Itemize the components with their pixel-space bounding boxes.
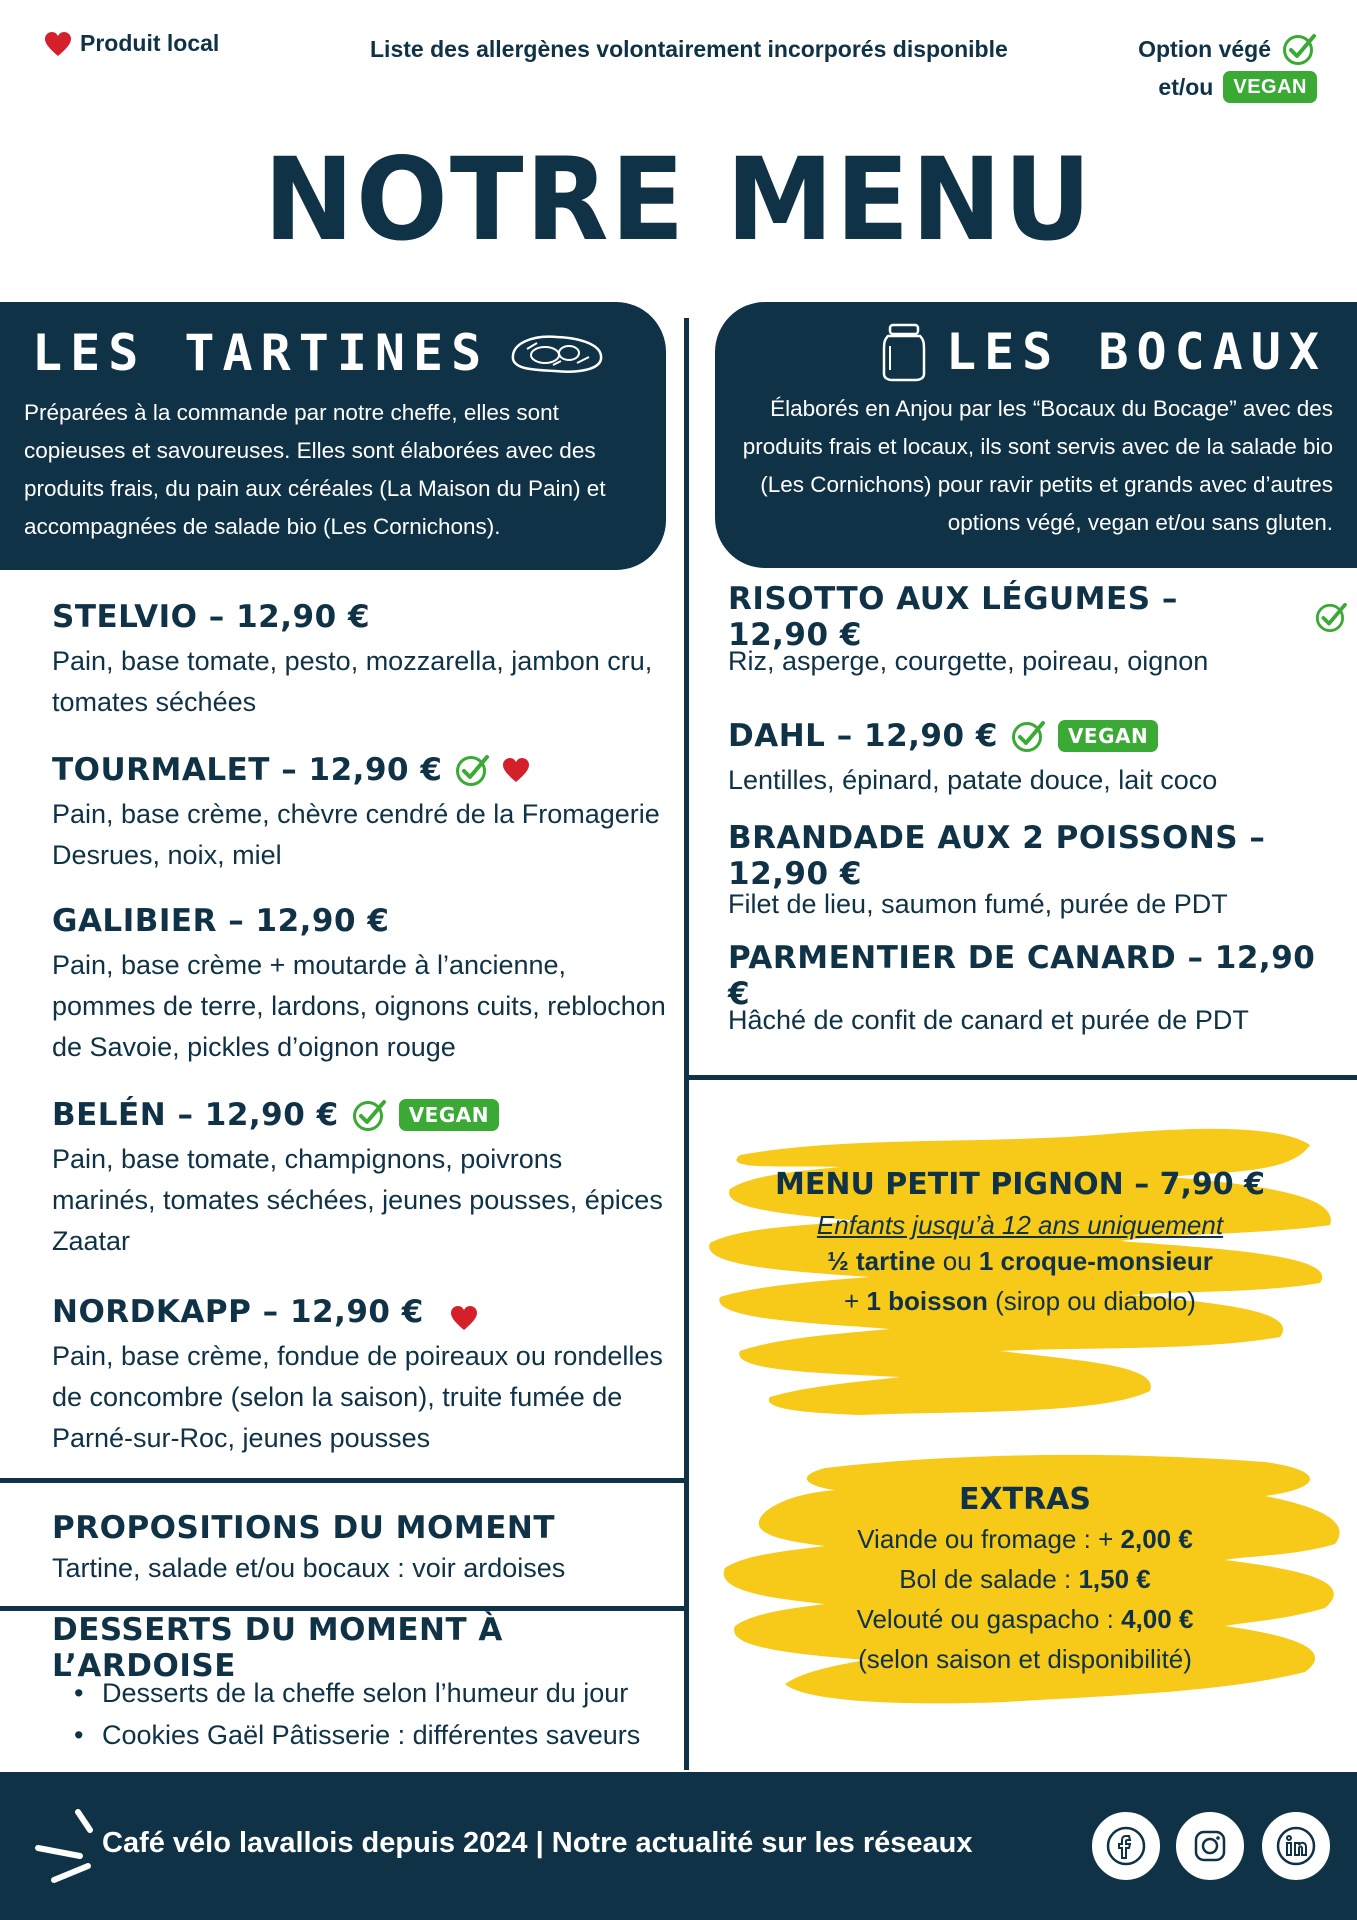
item-desc: Riz, asperge, courgette, poireau, oignon: [728, 646, 1209, 676]
legend-or-label: et/ou: [1158, 74, 1214, 100]
desserts-section: [52, 1612, 682, 1756]
kids-half: ½ tartine: [827, 1246, 936, 1276]
item-name: BRANDADE AUX 2 POISSONS – 12,90 €: [728, 820, 1266, 892]
legend-local-label: Produit local: [80, 30, 220, 56]
item-title: [52, 901, 672, 941]
item-name: BELÉN – 12,90 €: [52, 1097, 339, 1133]
check-icon: [351, 1097, 387, 1133]
item-title: [52, 597, 672, 637]
bocaux-heading-text: LES BOCAUX: [945, 323, 1327, 381]
item-desc: Hâché de confit de canard et purée de PDT: [728, 1005, 1249, 1035]
tartine-item-nordkapp: [52, 1292, 682, 1459]
item-title: [52, 750, 672, 790]
item-title: [728, 940, 1348, 1012]
bocal-item-risotto: [728, 581, 1348, 682]
bocal-item-brandade: [728, 820, 1353, 925]
item-title: [728, 716, 1348, 756]
tartines-intro: Préparées à la commande par notre cheffe, elles sont copieuses et savoureuses. Elles sont élaborées avec des produits frais, du pain aux céréales (La Maison du Pain) et accompagnées de salade bio (Les Cornichons).: [24, 400, 606, 539]
check-icon: [454, 752, 490, 788]
kids-menu-choice: [700, 1241, 1340, 1281]
extras-title: EXTRAS: [958, 1482, 1091, 1517]
kids-menu-drink: [700, 1281, 1340, 1321]
tartine-item-stelvio: [52, 597, 672, 723]
page-title: NOTRE MENU: [263, 134, 1094, 267]
bocal-item-parmentier: [728, 940, 1348, 1041]
item-desc: Filet de lieu, saumon fumé, purée de PDT: [728, 889, 1228, 919]
footer-text: Café vélo lavallois depuis 2024 | Notre actualité sur les réseaux: [102, 1827, 973, 1859]
item-name: STELVIO – 12,90 €: [52, 599, 371, 635]
item-desc: Pain, base crème, fondue de poireaux ou rondelles de concombre (selon la saison), truite fumée de Parné-sur-Roc, jeunes pousses: [52, 1341, 663, 1453]
item-desc: Pain, base crème, chèvre cendré de la Fromagerie Desrues, noix, miel: [52, 799, 660, 870]
divider-desserts: [0, 1606, 684, 1611]
kids-or: ou: [942, 1246, 972, 1276]
item-title: [52, 1292, 682, 1332]
tartines-panel: [0, 302, 666, 570]
item-name: NORDKAPP – 12,90 €: [52, 1294, 424, 1330]
bocaux-panel: [715, 302, 1357, 568]
item-title: [728, 581, 1348, 653]
vegan-badge: VEGAN: [1223, 71, 1317, 103]
linkedin-icon[interactable]: [1262, 1812, 1330, 1880]
item-desc: Pain, base tomate, champignons, poivrons marinés, tomates séchées, jeunes pousses, épices Zaatar: [52, 1144, 663, 1256]
bocaux-intro: Élaborés en Anjou par les “Bocaux du Bocage” avec des produits frais et locaux, ils sont servis avec de la salade bio (Les Cornichons) pour ravir petits et grands avec d’autres options végé, vegan et/ou sans gluten.: [742, 396, 1333, 535]
item-name: DAHL – 12,90 €: [728, 718, 998, 754]
footer: [0, 1772, 1357, 1920]
extras-price: 4,00 €: [1121, 1604, 1194, 1634]
item-name: PARMENTIER DE CANARD – 12,90 €: [728, 940, 1316, 1012]
extras-label: Velouté ou gaspacho :: [856, 1604, 1114, 1634]
kids-drink-detail: (sirop ou diabolo): [995, 1286, 1196, 1316]
heart-icon: [502, 757, 530, 783]
tartine-item-tourmalet: [52, 750, 672, 876]
list-item: • Desserts de la cheffe selon l’humeur du jour: [52, 1672, 682, 1714]
extras-line: [705, 1519, 1345, 1559]
extras-label: Bol de salade :: [899, 1564, 1072, 1594]
jar-icon: [880, 322, 928, 382]
check-icon: [1010, 718, 1046, 754]
item-desc: Pain, base tomate, pesto, mozzarella, jambon cru, tomates séchées: [52, 646, 653, 717]
tartines-heading: [32, 324, 607, 382]
vegan-badge: VEGAN: [1058, 720, 1158, 752]
bocal-item-dahl: [728, 716, 1348, 801]
check-icon: [1281, 31, 1317, 67]
facebook-icon[interactable]: [1092, 1812, 1160, 1880]
extras-content: [705, 1482, 1345, 1679]
heart-icon: [44, 31, 72, 57]
extras-line: [705, 1559, 1345, 1599]
heart-icon: [450, 1305, 478, 1331]
item-name: TOURMALET – 12,90 €: [52, 752, 443, 788]
divider-propositions: [0, 1478, 684, 1483]
legend-bar: [0, 0, 1357, 120]
kids-menu-block: [700, 1115, 1340, 1435]
extras-label: Viande ou fromage : +: [857, 1524, 1114, 1554]
list-item: • Cookies Gaël Pâtisserie : différentes saveurs: [52, 1714, 682, 1756]
item-name: GALIBIER – 12,90 €: [52, 903, 390, 939]
propositions-desc: Tartine, salade et/ou bocaux : voir ardoises: [52, 1553, 566, 1583]
kids-croque: 1 croque-monsieur: [978, 1246, 1213, 1276]
kids-menu-content: [700, 1167, 1340, 1321]
desserts-list: [52, 1672, 682, 1756]
item-desc: Pain, base crème + moutarde à l’ancienne, pommes de terre, lardons, oignons cuits, reblochon de Savoie, pickles d’oignon rouge: [52, 950, 666, 1062]
item-title: [52, 1095, 672, 1135]
legend-vege: [1138, 30, 1317, 106]
legend-vege-label: Option végé: [1138, 36, 1271, 62]
tartine-item-belen: [52, 1095, 672, 1262]
tartine-item-galibier: [52, 901, 672, 1068]
vegan-badge: VEGAN: [399, 1099, 499, 1131]
kids-drink: 1 boisson: [866, 1286, 988, 1316]
extras-note: (selon saison et disponibilité): [858, 1644, 1192, 1674]
sparkle-icon: [34, 1808, 94, 1884]
propositions-title: PROPOSITIONS DU MOMENT: [52, 1510, 555, 1546]
toast-icon: [507, 329, 607, 377]
tartines-heading-text: LES TARTINES: [32, 324, 490, 382]
item-desc: Lentilles, épinard, patate douce, lait coco: [728, 765, 1218, 795]
extras-price: 2,00 €: [1120, 1524, 1193, 1554]
desserts-title: DESSERTS DU MOMENT À L’ARDOISE: [52, 1612, 503, 1684]
kids-plus: +: [844, 1286, 860, 1316]
legend-local: [44, 30, 219, 57]
bocaux-heading: [880, 322, 1327, 382]
divider-right: [689, 1075, 1357, 1080]
instagram-icon[interactable]: [1176, 1812, 1244, 1880]
item-title: [728, 820, 1353, 892]
kids-menu-title: MENU PETIT PIGNON – 7,90 €: [775, 1167, 1265, 1202]
extras-block: [705, 1440, 1345, 1730]
extras-price: 1,50 €: [1078, 1564, 1151, 1594]
propositions-section: [52, 1508, 672, 1589]
item-name: RISOTTO AUX LÉGUMES – 12,90 €: [728, 581, 1178, 653]
extras-line: [705, 1599, 1345, 1639]
kids-menu-subtitle: Enfants jusqu’à 12 ans uniquement: [816, 1210, 1224, 1240]
column-divider: [684, 318, 689, 1770]
legend-allergen: Liste des allergènes volontairement incorporés disponible: [370, 36, 1008, 62]
check-icon: [1314, 599, 1348, 635]
